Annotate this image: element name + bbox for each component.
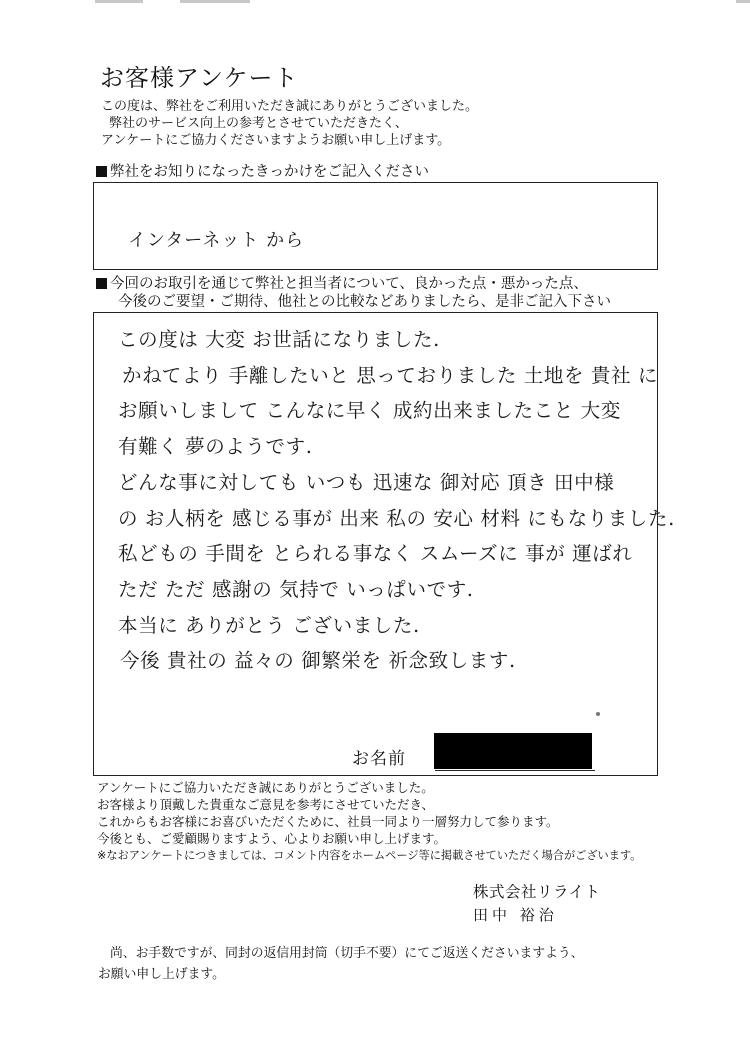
question2-answer <box>118 322 675 679</box>
answer-line: お願いしまして こんなに早く 成約出来ましたこと 大変 <box>118 399 621 423</box>
footer-text <box>98 943 583 985</box>
answer-line: 今後 貴社の 益々の 御繁栄を 祈念致します. <box>120 649 516 673</box>
footer-line: 尚、お手数ですが、同封の返信用封筒（切手不要）にてご返送くださいますよう、 <box>110 946 584 961</box>
answer-line: どんな事に対しても いつも 迅速な 御対応 頂き 田中様 <box>118 470 615 494</box>
question1-text: 弊社をお知りになったきっかけをご記入ください <box>110 164 429 180</box>
closing-line: アンケートにご協力いただき誠にありがとうございました。 <box>97 780 434 795</box>
signer-name: 田中 裕治 <box>473 906 558 924</box>
scan-mark <box>95 0 143 3</box>
question1-answer: インターネット から <box>128 230 305 251</box>
closing-note: ※なおアンケートにつきましては、コメント内容をホームページ等に掲載させていただく場合がございます。 <box>97 849 642 862</box>
name-label: お名前 <box>352 749 406 769</box>
closing-line: 今後とも、ご愛顧賜りますよう、心よりお願い申し上げます。 <box>97 831 447 846</box>
name-underline <box>435 770 595 771</box>
answer-line: かねてより 手離したいと 思っておりました 土地を 貴社 に <box>122 363 659 387</box>
answer-line: ただ ただ 感謝の 気持で いっぱいです. <box>118 577 474 601</box>
question2-text-line1: 今回のお取引を通じて弊社と担当者について、良かった点・悪かった点、 <box>110 276 588 292</box>
intro-line: 弊社のサービス向上の参考とさせていただきたく、 <box>109 116 408 131</box>
scan-mark <box>180 0 250 3</box>
question2-text-line2: 今後のご要望・ご期待、他社との比較などありましたら、是非ご記入下さい <box>118 294 611 310</box>
intro-line: この度は、弊社をご利用いただき誠にありがとうございました。 <box>101 99 479 114</box>
closing-text <box>97 779 641 864</box>
question2-heading <box>96 275 611 311</box>
intro-line: アンケートにご協力くださいますようお願い申し上げます。 <box>101 133 451 148</box>
page-title: お客様アンケート <box>100 64 299 92</box>
answer-line: この度は 大変 お世話になりました. <box>118 328 440 351</box>
answer-line: 本当に ありがとう ございました. <box>118 613 420 637</box>
answer-line: 有難く 夢のようです. <box>118 435 313 459</box>
scan-mark <box>736 0 750 3</box>
square-bullet-icon <box>96 278 107 289</box>
company-name: 株式会社リライト <box>473 883 601 901</box>
question1-heading <box>96 163 429 181</box>
answer-line: 私どもの 手間を とられる事なく スムーズに 事が 運ばれ <box>118 542 633 566</box>
ink-dot <box>596 712 600 716</box>
closing-line: お客様より頂戴した貴重なご意見を参考にさせていただき、 <box>97 797 435 812</box>
footer-line: お願い申し上げます。 <box>98 967 225 982</box>
answer-line: の お人柄を 感じる事が 出来 私の 安心 材料 にもなりました. <box>118 506 675 530</box>
square-bullet-icon <box>96 166 107 177</box>
closing-line: これからもお客様にお喜びいただくために、社員一同より一層努力して参ります。 <box>97 814 559 829</box>
intro-text <box>101 98 478 149</box>
redacted-name <box>434 733 592 769</box>
